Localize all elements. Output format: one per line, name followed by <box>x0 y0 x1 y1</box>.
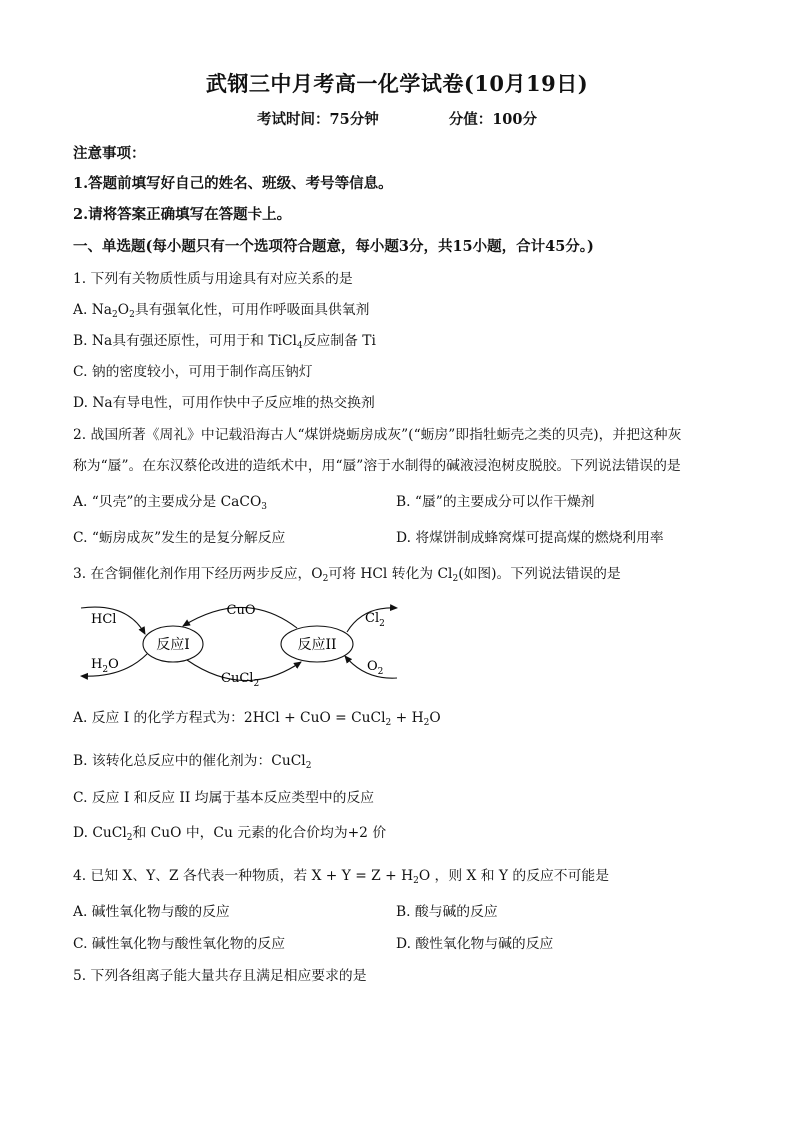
q2-option-d: D. 将煤饼制成蜂窝煤可提高煤的燃烧利用率 <box>396 530 664 546</box>
q2-option-b: B. “蜃”的主要成分可以作干燥剂 <box>396 494 595 510</box>
q1-stem: 1. 下列有关物质性质与用途具有对应关系的是 <box>73 271 353 287</box>
q4-option-d: D. 酸性氧化物与碱的反应 <box>396 936 554 952</box>
q2-option-c: C. “蛎房成灰”发生的是复分解反应 <box>73 530 286 546</box>
q3-option-b: B. 该转化总反应中的催化剂为：CuCl$_2$ <box>73 753 312 771</box>
q1-option-b: B. Na具有强还原性，可用于和 TiCl$_4$反应制备 Ti <box>73 333 376 351</box>
q1-option-d: D. Na有导电性，可用作快中子反应堆的热交换剂 <box>73 395 375 411</box>
q4-option-b: B. 酸与碱的反应 <box>396 904 498 920</box>
q3-option-d: D. CuCl$_2$和 CuO 中，Cu 元素的化合价均为+2 价 <box>73 825 387 843</box>
q2-stem-line1: 2. 战国所著《周礼》中记载沿海古人“煤饼烧蛎房成灰”(“蛎房”即指牡蛎壳之类的贝壳)，并把这种灰 <box>73 427 682 443</box>
q1-option-a: A. $Na_2O_2$具有强氧化性，可用作呼吸面具供氧剂 <box>73 302 370 320</box>
q4-stem: 4. 已知 X、Y、Z 各代表一种物质，若 $X + Y = Z + H_2O$ ，则 X 和 Y 的反应不可能是 <box>73 868 609 886</box>
notes-heading: 注意事项： <box>73 145 146 162</box>
hcl-label: HCl <box>91 612 117 627</box>
q1-option-c: C. 钠的密度较小，可用于制作高压钠灯 <box>73 364 313 380</box>
exam-info <box>0 108 794 129</box>
section-heading: 一、单选题(每小题只有一个选项符合题意，每小题3分，共15小题，合计45分。) <box>73 238 594 255</box>
o2-label: $O_2$ <box>367 659 384 677</box>
note-item-2: 2.请将答案正确填写在答题卡上。 <box>73 206 292 223</box>
q2-option-a: A. “贝壳”的主要成分是 CaCO$_3$ <box>73 494 267 512</box>
q4-option-c: C. 碱性氧化物与酸性氧化物的反应 <box>73 936 285 952</box>
reaction-2-label: 反应II <box>297 637 337 653</box>
q4-option-a: A. 碱性氧化物与酸的反应 <box>73 904 230 920</box>
cucl2-label: CuCl$_2$ <box>221 671 260 689</box>
exam-score: 分值：100分 <box>448 111 537 128</box>
q5-stem: 5. 下列各组离子能大量共存且满足相应要求的是 <box>73 968 367 984</box>
q3-stem: 3. 在含铜催化剂作用下经历两步反应，$O_2$可将 HCl 转化为 $Cl_2$(如图)。下列说法错误的是 <box>73 566 621 584</box>
cl2-label: $Cl_2$ <box>365 611 385 629</box>
catalytic-cycle-diagram <box>75 594 405 692</box>
cuo-label: CuO <box>226 603 256 618</box>
exam-time: 考试时间：75分钟 <box>257 111 379 128</box>
q2-stem-line2: 称为“蜃”。在东汉蔡伦改进的造纸术中，用“蜃”溶于水制得的碱液浸泡树皮脱胶。下列说法错误的是 <box>73 458 681 474</box>
q3-option-a: A. 反应 I 的化学方程式为：2HCl + CuO = CuCl$_2$ + $H_2O$ <box>73 710 441 728</box>
note-item-1: 1.答题前填写好自己的姓名、班级、考号等信息。 <box>73 175 393 192</box>
h2o-label: $H_2O$ <box>91 657 119 675</box>
q3-option-c: C. 反应 I 和反应 II 均属于基本反应类型中的反应 <box>73 790 375 806</box>
reaction-1-label: 反应I <box>156 637 190 653</box>
exam-title: 武钢三中月考高一化学试卷(10月19日) <box>205 71 589 96</box>
